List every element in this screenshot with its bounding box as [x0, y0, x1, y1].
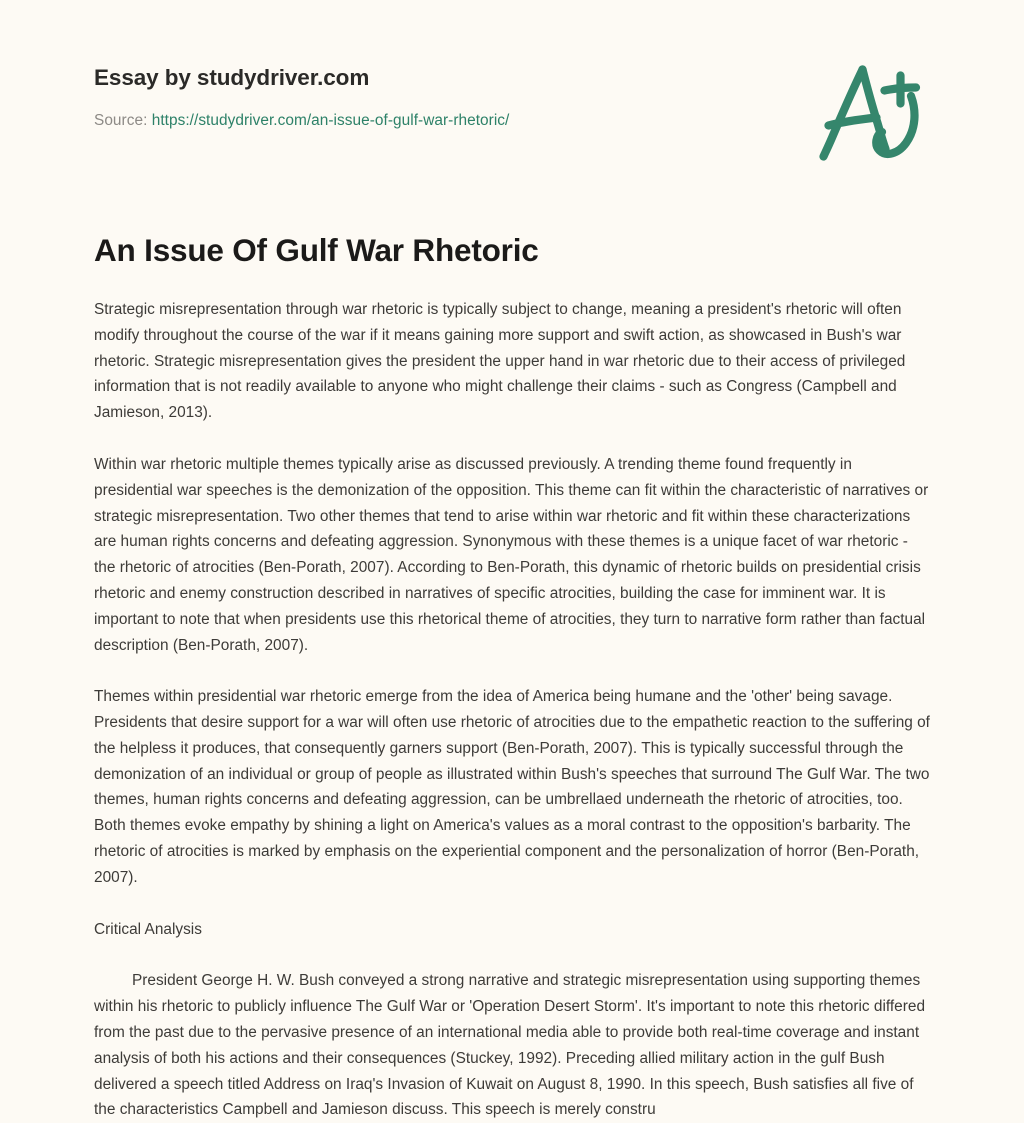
source-label: Source: — [94, 112, 152, 129]
essay-byline: Essay by studydriver.com — [94, 65, 370, 90]
page-title: An Issue Of Gulf War Rhetoric — [94, 231, 539, 268]
body-paragraph: Strategic misrepresentation through war rhetoric is typically subject to change, meaning a president's rhetoric will often modify throughout the course of the war if it means gaining more support and swift action, as showcased in Bush's war rhetoric. Strategic misrepresentation gives the president the upper hand in war rhetoric due to their access of privileged information that is not readily available to anyone who might challenge their claims - such as Congress (Campbell and Jamieson, 2013). — [94, 300, 906, 422]
body-paragraph: Themes within presidential war rhetoric emerge from the idea of America being humane and the 'other' being savage. Presidents that desire support for a war will often use rhetoric of atrocities due to the empathetic reaction to the suffering of the helpless it produces, that consequently garners support (Ben-Porath, 2007). This is typically successful through the demonization of an individual or group of people as illustrated within Bush's speeches that surround The Gulf War. The two themes, human rights concerns and defeating aggression, can be umbrellaed underneath the rhetoric of atrocities, too. Both themes evoke empathy by shining a light on America's values as a moral contrast to the opposition's barbarity. The rhetoric of atrocities is marked by emphasis on the experiential component and the personalization of horror (Ben-Porath, 2007). — [94, 688, 930, 886]
section-heading-critical-analysis: Critical Analysis — [94, 920, 202, 938]
body-paragraph: President George H. W. Bush conveyed a strong narrative and strategic misrepresentation using supporting themes within his rhetoric to publicly influence The Gulf War or 'Operation Desert Storm'. It's important to note this rhetoric differed from the past due to the pervasive presence of an international media able to provide both real-time coverage and instant analysis of both his actions and their consequences (Stuckey, 1992). Preceding allied military action in the gulf Bush delivered a speech titled Address on Iraq's Invasion of Kuwait on August 8, 1990. In this speech, Bush satisfies all five of the characteristics Campbell and Jamieson discuss. This speech is merely constru — [94, 972, 926, 1119]
document-body — [94, 270, 930, 1123]
body-paragraph: Within war rhetoric multiple themes typically arise as discussed previously. A trending theme found frequently in presidential war speeches is the demonization of the opposition. This theme can fit within the characteristic of narratives or strategic misrepresentation. Two other themes that tend to arise within war rhetoric and fit within these characterizations are human rights concerns and defeating aggression. Synonymous with these themes is a unique facet of war rhetoric - the rhetoric of atrocities (Ben-Porath, 2007). According to Ben-Porath, this dynamic of rhetoric builds on presidential crisis rhetoric and enemy construction described in narratives of specific atrocities, building the case for imminent war. It is important to note that when presidents use this rhetorical theme of atrocities, they turn to narrative form rather than factual description (Ben-Porath, 2007). — [94, 455, 929, 654]
source-url-link[interactable]: https://studydriver.com/an-issue-of-gulf-war-rhetoric/ — [151, 112, 510, 129]
document-header — [94, 0, 930, 132]
source-line — [94, 91, 930, 132]
